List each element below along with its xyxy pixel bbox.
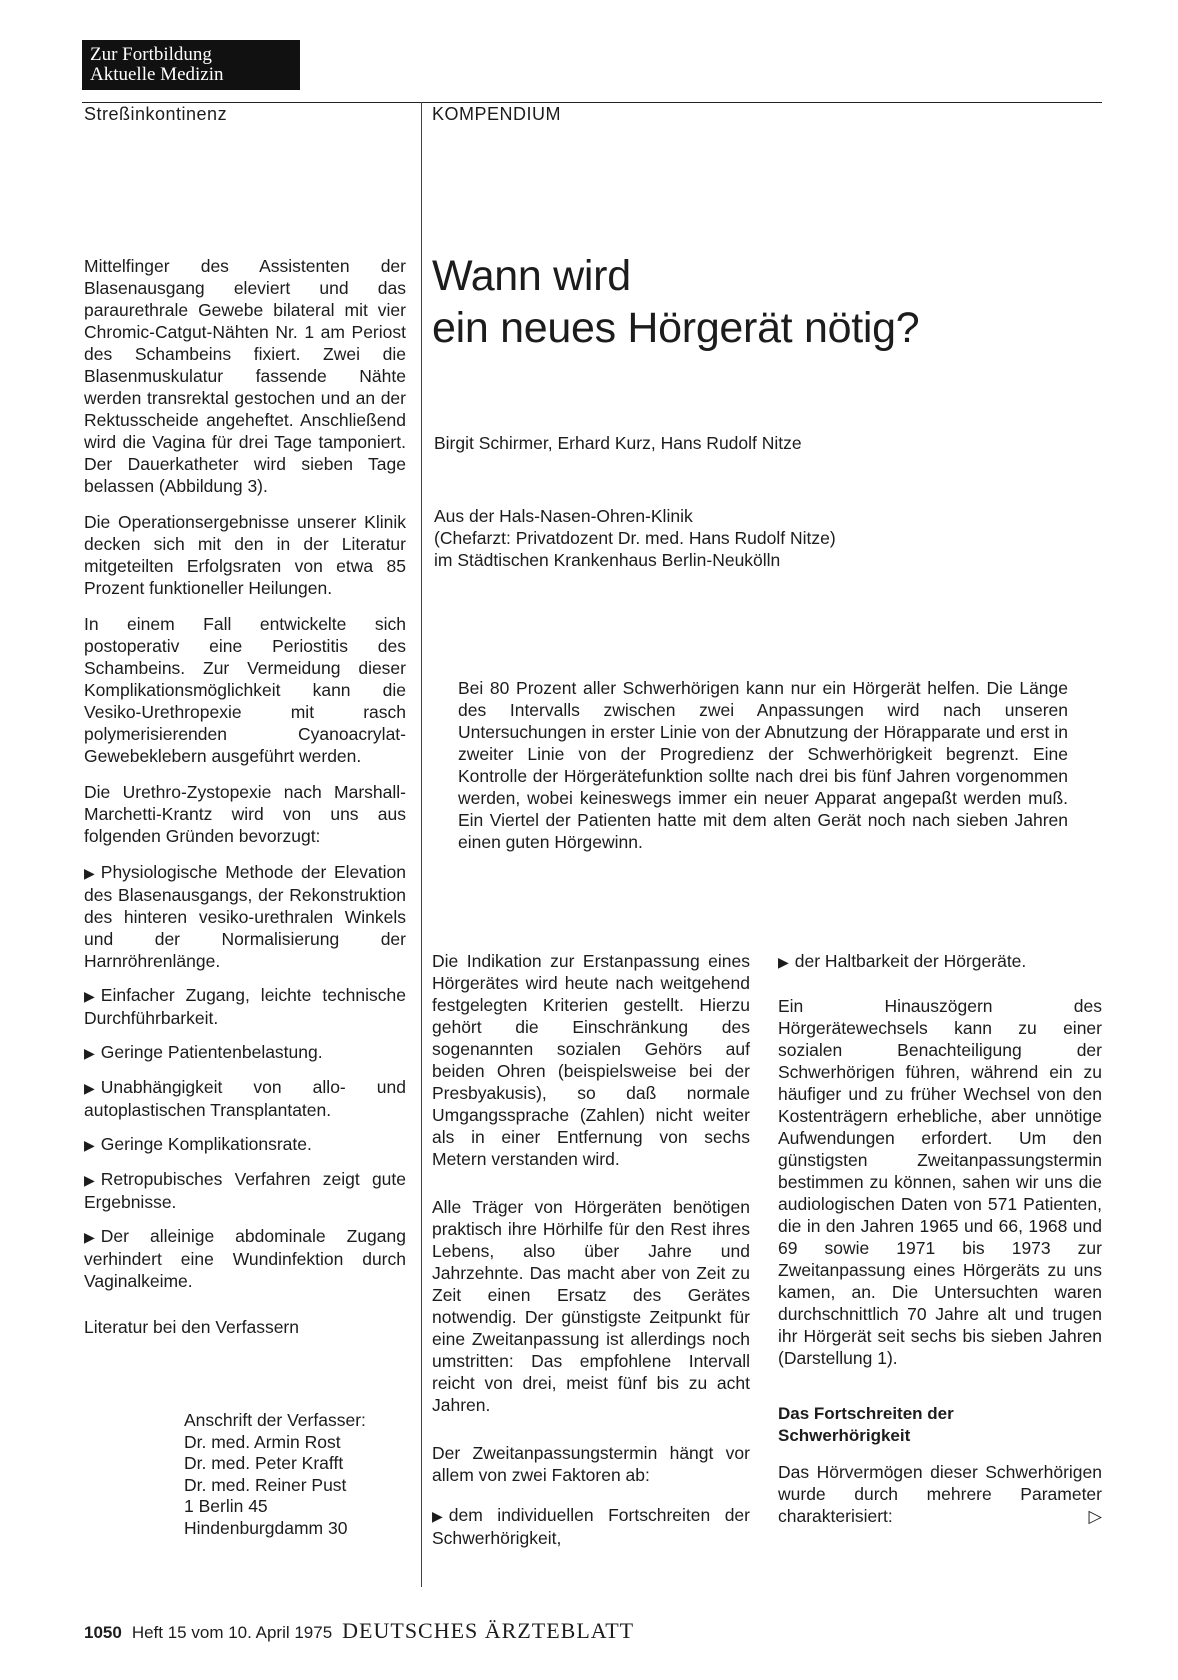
address-line: Anschrift der Verfasser:	[184, 1410, 366, 1430]
middle-paragraph-2: Alle Träger von Hörgeräten benötigen praktisch ihre Hörhilfe für den Rest ihres Lebens, also über Jahre und Jahrzehnte. Das macht aber von Zeit zu Zeit einen Ersatz des Gerätes notwendig. Der günstigste Zeitpunkt für eine Zweitanpassung ist allerdings noch umstritten: Das empfohlene Intervall reicht von drei, meist fünf bis zu acht Jahren.	[432, 1197, 750, 1415]
list-item: ▶ der Haltbarkeit der Hörgeräte.	[778, 951, 1027, 971]
triangle-bullet-icon: ▶	[778, 954, 789, 970]
issue-info: Heft 15 vom 10. April 1975	[131, 1623, 333, 1642]
address-line: Hindenburgdamm 30	[184, 1517, 348, 1538]
triangle-bullet-icon: ▶	[432, 1508, 443, 1524]
magazine-name: DEUTSCHES ÄRZTEBLATT	[342, 1618, 635, 1643]
address-line: Dr. med. Armin Rost	[184, 1431, 341, 1452]
right-column	[778, 950, 1102, 1527]
list-item: ▶ Einfacher Zugang, leichte technische Durchführbarkeit.	[84, 985, 406, 1028]
middle-column	[432, 950, 750, 1549]
right-paragraph-2: Das Hörvermögen dieser Schwerhörigen wurde durch mehrere Parameter charakterisiert: ▷	[778, 1462, 1102, 1526]
address-line: 1 Berlin 45	[184, 1496, 268, 1516]
list-item: ▶ Retropubisches Verfahren zeigt gute Ergebnisse.	[84, 1169, 406, 1212]
page-number: 1050	[84, 1623, 122, 1642]
list-item: ▶ Der alleinige abdominale Zugang verhindert eine Wundinfektion durch Vaginalkeime.	[84, 1226, 406, 1291]
triangle-bullet-icon: ▶	[84, 1137, 95, 1153]
list-item: ▶ Physiologische Methode der Elevation des Blasenausgangs, der Rekonstruktion des hinteren vesiko-urethralen Winkels und der Normalisierung der Harnröhrenlänge.	[84, 862, 406, 971]
triangle-bullet-icon: ▶	[84, 865, 95, 881]
continue-arrow-icon: ▷	[1088, 1506, 1102, 1526]
article-title: Wann wird ein neues Hörgerät nötig?	[432, 252, 920, 352]
article-institution: Aus der Hals-Nasen-Ohren-Klinik (Chefarzt: Privatdozent Dr. med. Hans Rudolf Nitze) im Städtischen Krankenhaus Berlin-Neukölln	[434, 506, 836, 570]
address-line: Dr. med. Reiner Pust	[184, 1474, 347, 1495]
list-item: ▶ Geringe Patientenbelastung.	[84, 1042, 323, 1062]
article-authors: Birgit Schirmer, Erhard Kurz, Hans Rudolf Nitze	[434, 433, 802, 453]
left-section-title: Streßinkontinenz	[84, 104, 228, 124]
list-item: ▶ dem individuellen Fortschreiten der Schwerhörigkeit,	[432, 1505, 750, 1548]
author-address	[184, 1410, 404, 1539]
column-divider	[421, 102, 422, 1587]
label-line-2: Aktuelle Medizin	[90, 64, 224, 85]
middle-paragraph-3: Der Zweitanpassungstermin hängt vor allem von zwei Faktoren ab:	[432, 1443, 750, 1485]
page-footer	[84, 1618, 634, 1644]
triangle-bullet-icon: ▶	[84, 1229, 95, 1245]
header-rule	[82, 102, 1102, 103]
middle-paragraph-1: Die Indikation zur Erstanpassung eines Hörgerätes wird heute nach weitgehend festgelegten Kriterien gestellt. Hierzu gehört die Einschränkung des sogenannten sozialen Gehörs auf beiden Ohren (beispielsweise bei der Presbyakusis), so daß normale Umgangssprache (Zahlen) nicht weiter als in einer Entfernung von sechs Metern verstanden wird.	[432, 951, 750, 1169]
section-label-box	[82, 40, 300, 90]
literature-note: Literatur bei den Verfassern	[84, 1317, 299, 1337]
subheading: Das Fortschreiten der Schwerhörigkeit	[778, 1404, 954, 1445]
list-item: ▶ Geringe Komplikationsrate.	[84, 1134, 312, 1154]
triangle-bullet-icon: ▶	[84, 1172, 95, 1188]
right-section-title: KOMPENDIUM	[432, 104, 562, 124]
left-column	[84, 255, 406, 1338]
triangle-bullet-icon: ▶	[84, 1080, 95, 1096]
triangle-bullet-icon: ▶	[84, 988, 95, 1004]
right-paragraph-1: Ein Hinauszögern des Hörgerätewechsels kann zu einer sozialen Benachteiligung der Schwerhörigen führen, während ein zu häufiger und zu früher Wechsel von den Kostenträgern erhebliche, aber unnötige Aufwendungen erfordert. Um den günstigsten Zweitanpassungstermin bestimmen zu können, sahen wir uns die audiologischen Daten von 571 Patienten, die in den Jahren 1965 und 66, 1968 und 69 sowie 1971 bis 1973 zur Zweitanpassung eines Hörgeräts zu uns kamen, an. Die Untersuchten waren durchschnittlich 70 Jahre alt und trugen ihr Hörgerät seit sechs bis sieben Jahren (Darstellung 1).	[778, 996, 1102, 1368]
address-line: Dr. med. Peter Krafft	[184, 1453, 344, 1473]
label-line-1: Zur Fortbildung	[90, 44, 212, 65]
left-paragraph-2: Die Operationsergebnisse unserer Klinik decken sich mit den in der Literatur mitgeteilten Erfolgsraten von etwa 85 Prozent funktioneller Heilungen.	[84, 512, 406, 598]
triangle-bullet-icon: ▶	[84, 1045, 95, 1061]
list-item: ▶ Unabhängigkeit von allo- und autoplastischen Transplantaten.	[84, 1077, 406, 1120]
left-paragraph-1: Mittelfinger des Assistenten der Blasenausgang eleviert und das paraurethrale Gewebe bilateral mit vier Chromic-Catgut-Nähten Nr. 1 am Periost des Schambeins fixiert. Zwei die Blasenmuskulatur fassende Nähte werden transrektal gestochen und an der Rektusscheide angeheftet. Anschließend wird die Vagina für drei Tage tamponiert. Der Dauerkatheter wird sieben Tage belassen (Abbildung 3).	[84, 256, 406, 496]
left-paragraph-4: Die Urethro-Zystopexie nach Marshall-Marchetti-Krantz wird von uns aus folgenden Gründen bevorzugt:	[84, 782, 406, 846]
left-paragraph-3: In einem Fall entwickelte sich postoperativ eine Periostitis des Schambeins. Zur Vermeidung dieser Komplikationsmöglichkeit kann die Vesiko-Urethropexie mit rasch polymerisierenden Cyanoacrylat-Gewebeklebern ausgeführt werden.	[84, 614, 406, 766]
article-abstract: Bei 80 Prozent aller Schwerhörigen kann nur ein Hörgerät helfen. Die Länge des Intervalls zwischen zwei Anpassungen wird nach unseren Untersuchungen in erster Linie von der Abnutzung der Hörapparate und erst in zweiter Linie von der Progredienz der Schwerhörigkeit begrenzt. Eine Kontrolle der Hörgerätefunktion sollte nach drei bis fünf Jahren vorgenommen werden, wobei keineswegs immer ein neuer Apparat angepaßt werden muß. Ein Viertel der Patienten hatte mit dem alten Gerät noch nach sieben Jahren einen guten Hörgewinn.	[458, 678, 1068, 852]
